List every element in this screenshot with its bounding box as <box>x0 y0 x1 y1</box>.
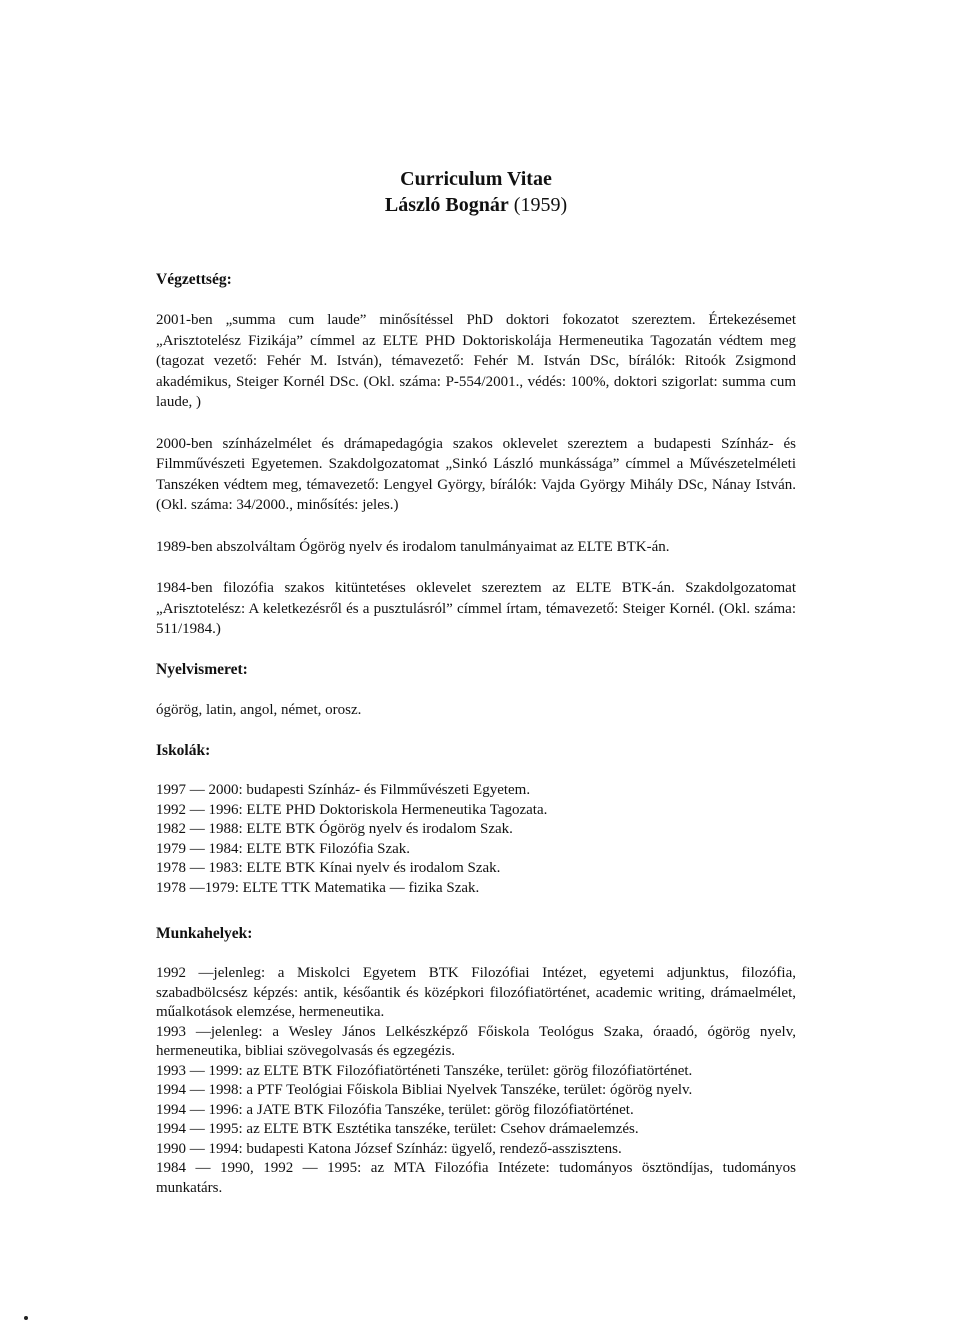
person-name: László Bognár <box>384 194 509 216</box>
education-paragraph-philosophy: 1984-ben filozófia szakos kitüntetéses oklevelet szereztem az ELTE BTK-án. Szakdolgozatomat „Arisztotelész: A keletkezésről és a pusztulásról” címmel írtam, témavezető: Steiger Kornél. (Okl. száma: 511/1984.) <box>156 580 796 637</box>
workplace-item: 1990 — 1994: budapesti Katona József Színház: ügyelő, rendező-asszisztens. <box>156 1140 622 1157</box>
workplace-item: 1993 —jelenleg: a Wesley János Lelkészképző Főiskola Teológus Szaka, óraadó, ógörög nyelv, hermeneutika, bibliai szövegolvasás és egzegézis. <box>156 1023 796 1059</box>
education-paragraph-greek: 1989-ben abszolváltam Ógörög nyelv és irodalom tanulmányaimat az ELTE BTK-án. <box>156 538 670 555</box>
schools-list <box>156 781 796 898</box>
cv-document <box>156 166 796 1198</box>
workplace-item: 1994 — 1998: a PTF Teológiai Főiskola Bibliai Nyelvek Tanszéke, terület: ógörög nyelv. <box>156 1082 693 1098</box>
school-item: 1997 — 2000: budapesti Színház- és Filmművészeti Egyetem. <box>156 782 531 798</box>
school-item: 1992 — 1996: ELTE PHD Doktoriskola Hermeneutika Tagozata. <box>156 801 548 818</box>
school-item: 1978 — 1983: ELTE BTK Kínai nyelv és irodalom Szak. <box>156 860 501 876</box>
languages-text: ógörög, latin, angol, német, orosz. <box>156 701 362 718</box>
scan-speck <box>24 1316 28 1320</box>
education-paragraph-phd: 2001-ben „summa cum laude” minősítéssel PhD doktori fokozatot szereztem. Értekezésemet „Arisztotelész Fizikája” címmel az ELTE PHD Doktoriskolája Hermeneutika Tagozatán védtem meg (tagozat vezető: Fehér M. István), témavezető: Fehér M. István DSc, bírálók: Ritoók Zsigmond akadémikus, Steiger Kornél DSc. (Okl. száma: P-554/2001., védés: 100%, doktori szigorlat: summa cum laude, ) <box>156 312 796 410</box>
school-item: 1979 — 1984: ELTE BTK Filozófia Szak. <box>156 840 411 857</box>
workplace-item: 1994 — 1996: a JATE BTK Filozófia Tanszéke, terület: görög filozófiatörténet. <box>156 1101 634 1118</box>
schools-heading: Iskolák: <box>156 742 211 759</box>
languages-heading: Nyelvismeret: <box>156 660 248 678</box>
education-heading: Végzettség: <box>156 271 232 288</box>
school-item: 1982 — 1988: ELTE BTK Ógörög nyelv és irodalom Szak. <box>156 821 513 837</box>
workplace-item: 1993 — 1999: az ELTE BTK Filozófiatörténeti Tanszéke, terület: görög filozófiatörténet. <box>156 1062 693 1079</box>
workplaces-heading: Munkahelyek: <box>156 925 253 942</box>
workplace-item: 1992 —jelenleg: a Miskolci Egyetem BTK Filozófiai Intézet, egyetemi adjunktus, filozófia, szabadbölcsész képzés: antik, későantik és középkori filozófiatörténet, academic writing, drámaelmélet, műalkotások elemzése, hermeneutika. <box>156 965 796 1020</box>
birth-year: (1959) <box>513 194 568 216</box>
school-item: 1978 —1979: ELTE TTK Matematika — fizika Szak. <box>156 879 480 896</box>
document-subtitle <box>156 192 796 218</box>
workplaces-list <box>156 964 796 1198</box>
document-title: Curriculum Vitae <box>400 168 552 190</box>
workplace-item: 1994 — 1995: az ELTE BTK Esztétika tanszéke, terület: Csehov drámaelemzés. <box>156 1121 639 1137</box>
workplace-item: 1984 — 1990, 1992 — 1995: az MTA Filozófia Intézete: tudományos ösztöndíjas, tudományos munkatárs. <box>156 1160 796 1196</box>
education-paragraph-theatre: 2000-ben színházelmélet és drámapedagógia szakos oklevelet szereztem a budapesti Színház- és Filmművészeti Egyetemen. Szakdolgozatomat „Sinkó László munkássága” címmel a Művészetelméleti Tanszéken védtem meg, témavezető: Lengyel György, bírálók: Vajda György Mihály DSc, Nánay István. (Okl. száma: 34/2000., minősítés: jeles.) <box>156 435 796 513</box>
